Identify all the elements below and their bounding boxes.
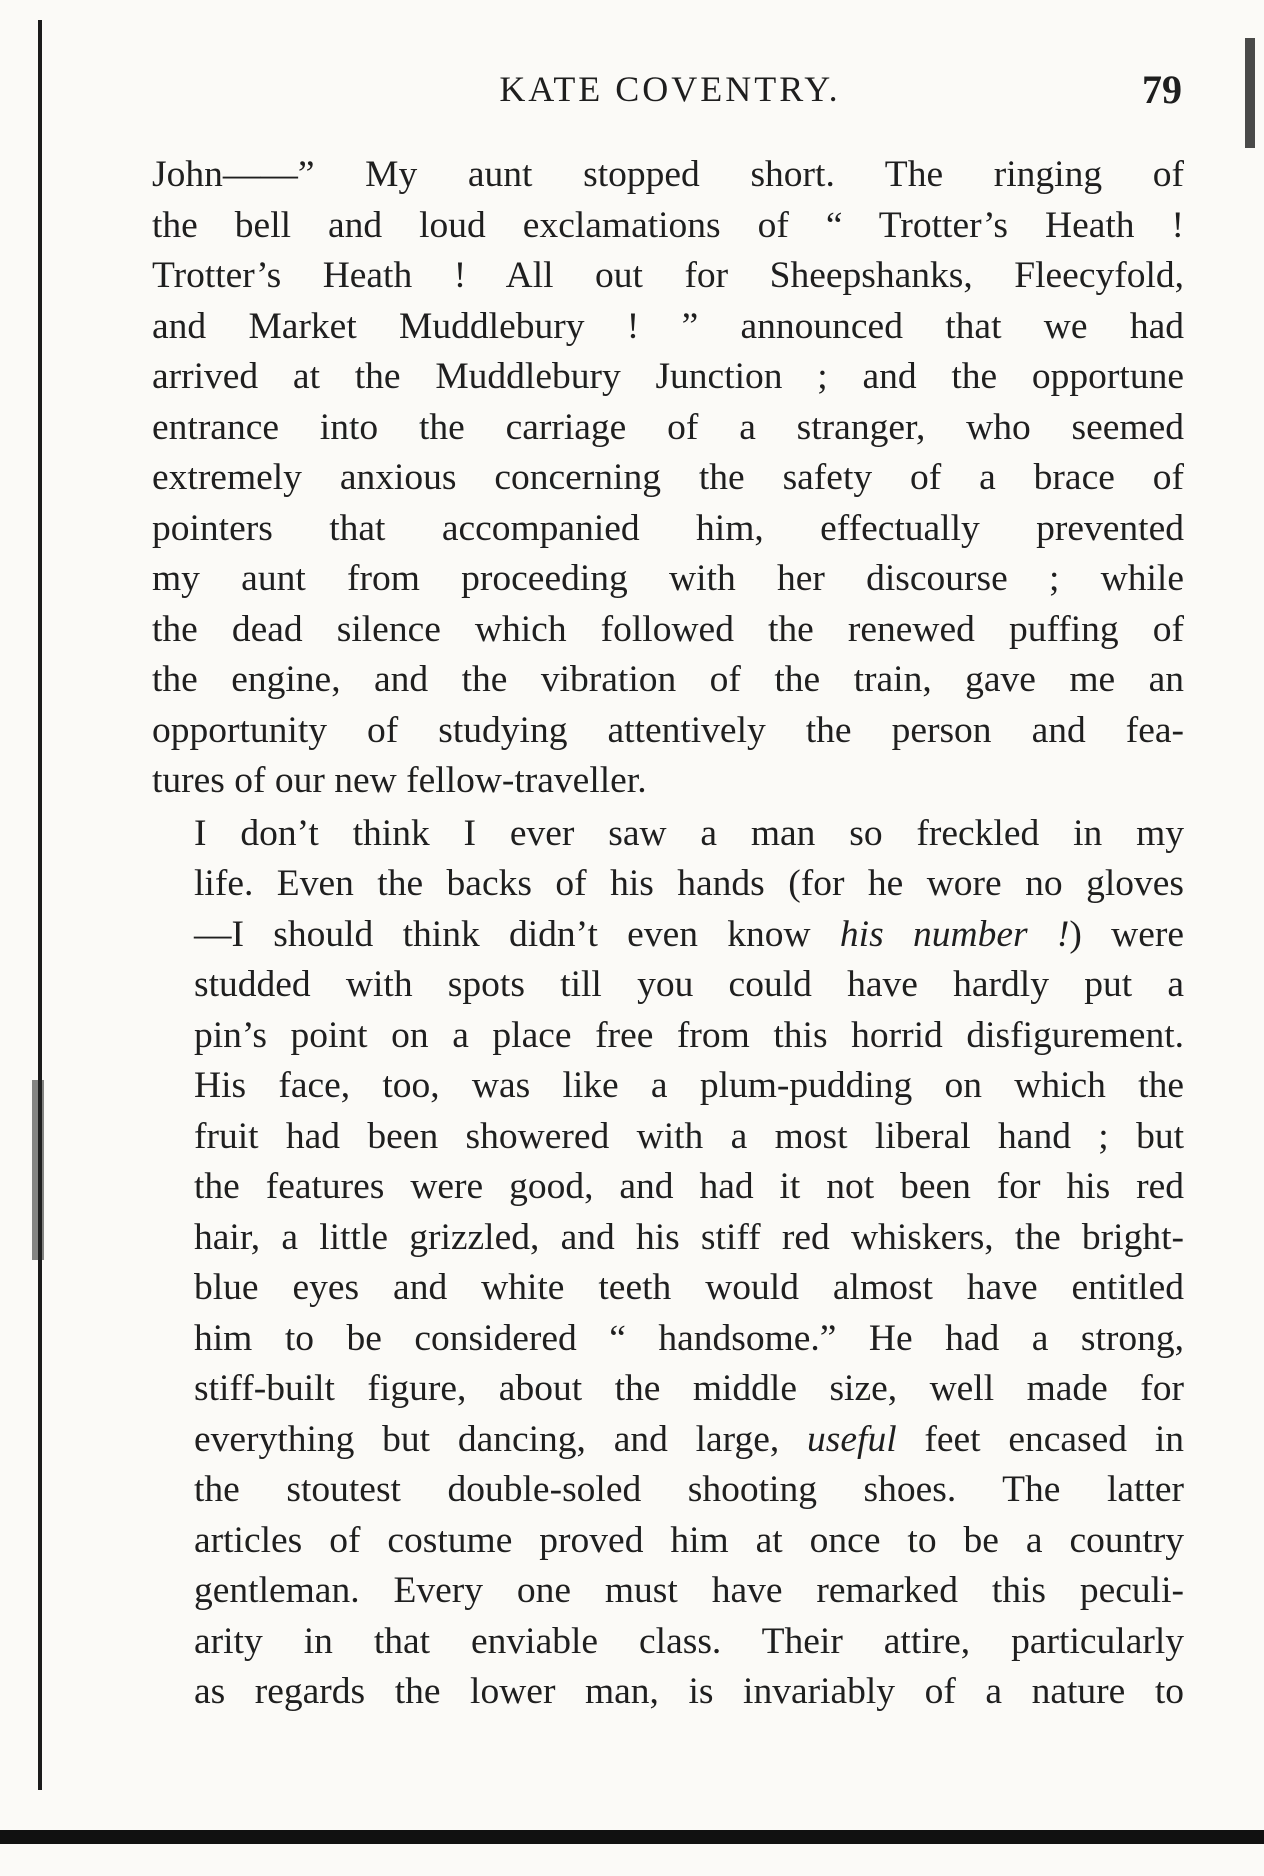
text-line: the engine, and the vibration of the train, gave me an — [152, 659, 1184, 700]
text-line: extremely anxious concerning the safety of a brace of — [152, 457, 1184, 498]
page-header — [150, 60, 1190, 120]
text-segment: ) were — [1069, 913, 1184, 955]
text-line: stiff-built figure, about the middle size, well made for — [194, 1368, 1184, 1409]
text-line: pointers that accompanied him, effectually prevented — [152, 507, 1184, 549]
text-line: pin’s point on a place free from this horrid disfigurement. — [194, 1014, 1184, 1056]
page-number: 79 — [1142, 67, 1182, 112]
paragraph-2 — [152, 809, 1184, 1718]
text-line: tures of our new fellow-traveller. — [152, 760, 647, 801]
text-line-with-italic — [152, 1415, 1184, 1466]
text-line: studded with spots till you could have hardly put a — [194, 964, 1184, 1005]
right-edge-mark — [1245, 38, 1255, 148]
text-line: opportunity of studying attentively the person and fea- — [152, 709, 1184, 751]
text-line: gentleman. Every one must have remarked this peculi- — [194, 1570, 1184, 1611]
text-line-with-italic — [152, 910, 1184, 961]
text-line: the stoutest double-soled shooting shoes. The latter — [194, 1469, 1184, 1510]
text-line: arity in that enviable class. Their attire, particularly — [194, 1620, 1184, 1662]
text-segment: —I should think didn’t even know — [194, 913, 840, 955]
left-margin-smudge — [32, 1080, 44, 1260]
italic-phrase: his number ! — [839, 913, 1070, 955]
text-line: Trotter’s Heath ! All out for Sheepshanks, Fleecyfold, — [152, 255, 1184, 296]
text-line: life. Even the backs of his hands (for he wore no gloves — [194, 863, 1184, 904]
text-line: John——” My aunt stopped short. The ringing of — [152, 154, 1184, 195]
text-line: I don’t think I ever saw a man so freckled in my — [194, 812, 1184, 854]
text-line: as regards the lower man, is invariably of a nature to — [194, 1671, 1184, 1712]
text-line: arrived at the Muddlebury Junction ; and the opportune — [152, 356, 1184, 397]
text-line: His face, too, was like a plum-pudding on which the — [194, 1065, 1184, 1106]
text-line: my aunt from proceeding with her discourse ; while — [152, 558, 1184, 599]
left-margin-rule — [38, 20, 42, 1790]
text-segment: everything but dancing, and large, — [194, 1418, 808, 1460]
text-line: the dead silence which followed the renewed puffing of — [152, 608, 1184, 650]
paragraph-1 — [152, 150, 1184, 807]
text-line: hair, a little grizzled, and his stiff red whiskers, the bright- — [194, 1216, 1184, 1258]
bottom-rule — [0, 1830, 1264, 1844]
text-line: fruit had been showered with a most liberal hand ; but — [194, 1115, 1184, 1157]
italic-word: useful — [807, 1418, 897, 1460]
text-line: blue eyes and white teeth would almost have entitled — [194, 1267, 1184, 1308]
text-line: the features were good, and had it not been for his red — [194, 1166, 1184, 1207]
text-line: entrance into the carriage of a stranger, who seemed — [152, 406, 1184, 448]
text-segment: feet encased in — [896, 1418, 1184, 1460]
text-line: articles of costume proved him at once to be a country — [194, 1519, 1184, 1561]
text-line: and Market Muddlebury ! ” announced that we had — [152, 305, 1184, 347]
text-line: him to be considered “ handsome.” He had a strong, — [194, 1317, 1184, 1359]
text-line: the bell and loud exclamations of “ Trotter’s Heath ! — [152, 204, 1184, 246]
running-title: KATE COVENTRY. — [499, 69, 841, 109]
body-text — [152, 150, 1184, 1718]
